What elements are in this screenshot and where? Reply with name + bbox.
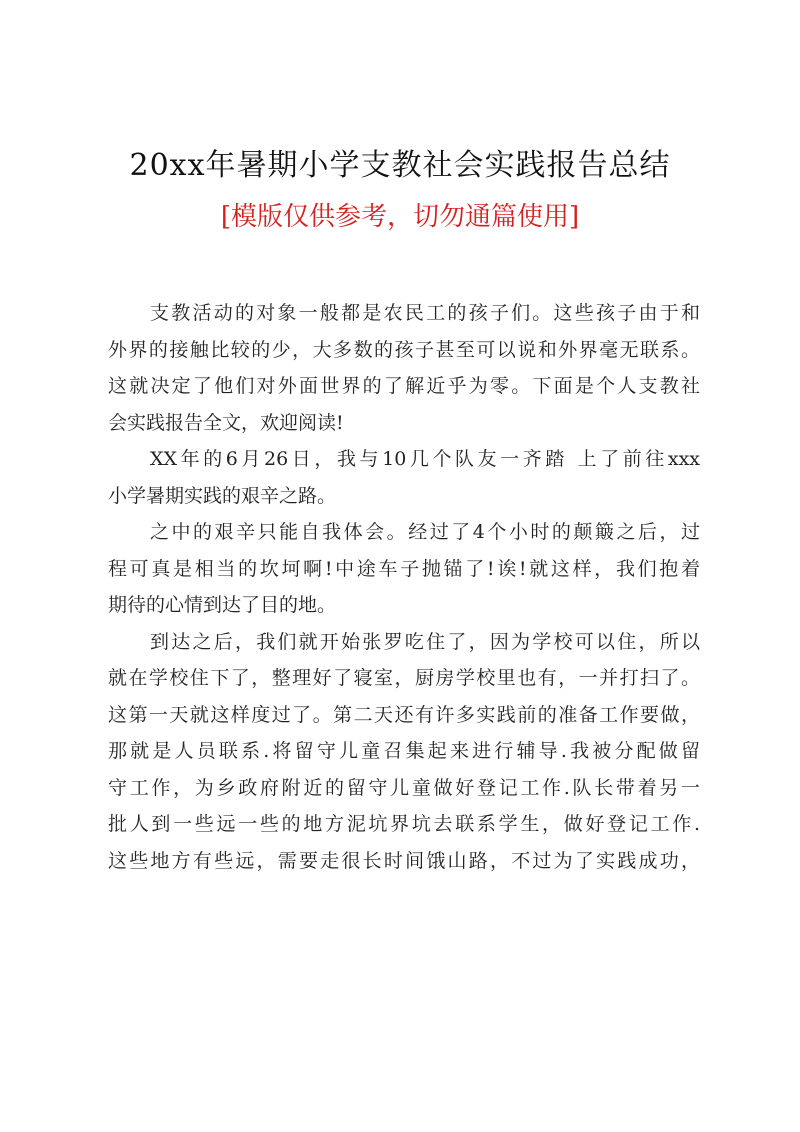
document-title: 20xx年暑期小学支教社会实践报告总结 — [129, 148, 671, 183]
body-line: 批人到一些远一些的地方泥坑界坑去联系学生，做好登记工作. — [108, 813, 700, 835]
body-line: 这就决定了他们对外面世界的了解近乎为零。下面是个人支教社 — [108, 375, 700, 397]
document-subtitle: [模版仅供参考，切勿通篇使用] — [220, 202, 580, 232]
body-line: 期待的心情到达了目的地。 — [108, 594, 337, 616]
body-line: 支教活动的对象一般都是农民工的孩子们。这些孩子由于和 — [150, 302, 700, 324]
body-line: 那就是人员联系.将留守儿童召集起来进行辅导.我被分配做留 — [108, 740, 700, 762]
body-line: XX年的6月26日，我与10几个队友一齐踏 上了前往xxx — [150, 448, 700, 470]
body-line: 外界的接触比较的少，大多数的孩子甚至可以说和外界毫无联系。 — [108, 338, 700, 361]
body-line: 程可真是相当的坎坷啊!中途车子抛锚了!诶!就这样，我们抱着 — [108, 557, 700, 580]
body-line: 就在学校住下了，整理好了寝室，厨房学校里也有，一并打扫了。 — [108, 667, 700, 689]
body-line: 小学暑期实践的艰辛之路。 — [108, 484, 337, 507]
body-line: 这些地方有些远，需要走很长时间饿山路，不过为了实践成功， — [108, 849, 700, 872]
body-line: 会实践报告全文，欢迎阅读! — [108, 411, 344, 434]
body-line: 这第一天就这样度过了。第二天还有许多实践前的准备工作要做， — [108, 703, 700, 726]
body-line: 之中的艰辛只能自我体会。经过了4个小时的颠簸之后，过 — [150, 521, 700, 543]
body-line: 到达之后，我们就开始张罗吃住了，因为学校可以住，所以 — [150, 630, 700, 653]
document-body — [108, 295, 700, 879]
body-line: 守工作，为乡政府附近的留守儿童做好登记工作.队长带着另一 — [108, 776, 700, 799]
